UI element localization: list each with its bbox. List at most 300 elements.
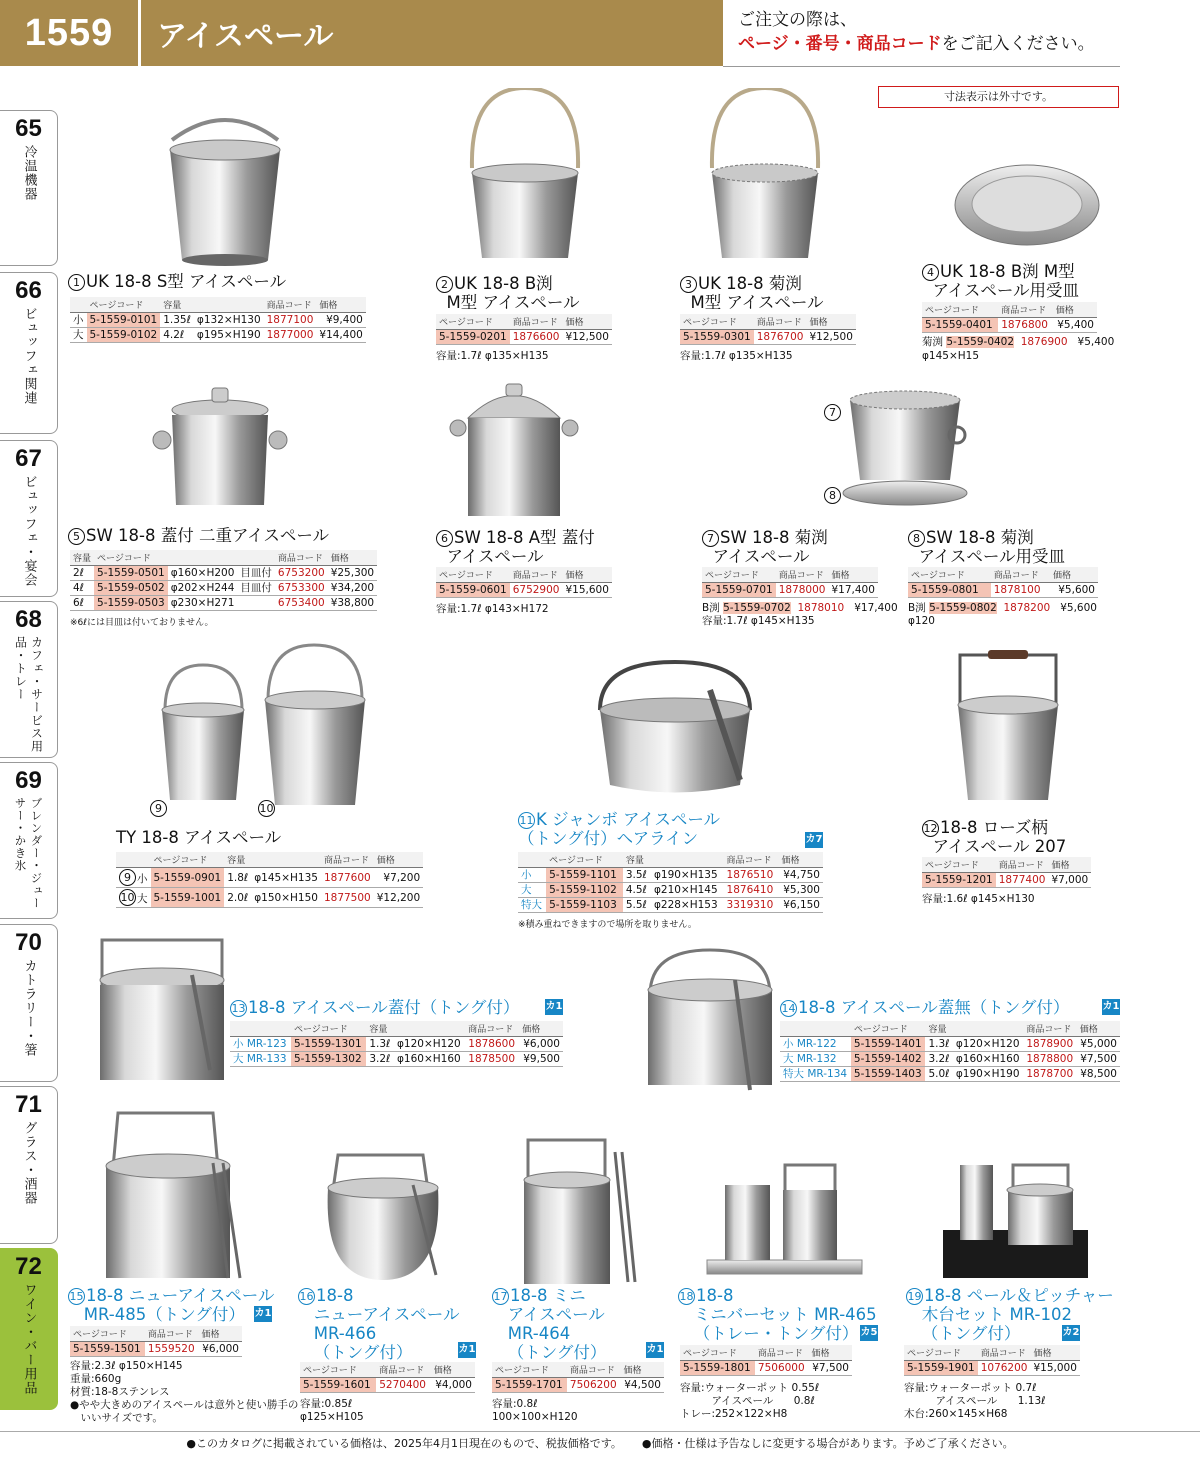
tab-number: 70 xyxy=(15,929,42,956)
text-col_labels-price: 価格 xyxy=(806,314,855,330)
text-col_labels-product_code: 商品コード xyxy=(376,1362,431,1378)
tab-68[interactable] xyxy=(0,601,58,758)
table-cell xyxy=(116,868,151,888)
text-col_labels-page_code: ページコード xyxy=(436,314,510,330)
text-p14-rows-1-dim: φ160×H160 xyxy=(953,1052,1024,1067)
ice-pail-no-lid-image xyxy=(640,935,780,1095)
text-p5-rows-0-extra: 目皿付 xyxy=(237,566,275,581)
text-p910-rows-0-cap: 1.8ℓ xyxy=(224,868,251,888)
text-p11-rows-1-code: 5-1559-1102 xyxy=(546,883,623,898)
product-table xyxy=(70,550,377,611)
text-p16-title2: ニューアイスペール xyxy=(313,1305,460,1324)
table-header xyxy=(394,1021,465,1037)
text-p17-code: 5-1559-1701 xyxy=(492,1378,567,1393)
table-header xyxy=(518,852,546,868)
table-part[interactable] xyxy=(518,852,823,868)
text-col_labels-page_code: ページコード xyxy=(922,302,998,318)
spec-note: 容量:ウォーターポット 0.7ℓ アイスペール 1.13ℓ 木台:260×145×H68 xyxy=(904,1382,1046,1420)
table-row[interactable] xyxy=(904,1361,1080,1376)
text-p6-title1: SW 18-8 A型 蓋付 xyxy=(454,528,595,547)
table-cell xyxy=(780,1052,851,1067)
new-ice-pail-image xyxy=(98,1108,248,1288)
text-p910-rows-1-cap: 2.0ℓ xyxy=(224,888,251,908)
title-text: UK 18-8 S型 アイスペール xyxy=(86,272,287,291)
text-p910-rows-1-dim: φ150×H150 xyxy=(251,888,321,908)
text-p11-rows-1-dim: φ210×H145 xyxy=(651,883,724,898)
label-9 xyxy=(150,800,168,817)
text-p910-rows-0-dim: φ145×H135 xyxy=(251,868,321,888)
text-p16-title1: 18-8 xyxy=(316,1286,354,1305)
ice-pail-image xyxy=(700,88,830,268)
product-title xyxy=(702,528,828,566)
text-col_labels-page_code: ページコード xyxy=(291,1021,366,1037)
text-col_labels-price: 価格 xyxy=(828,567,877,583)
tab-69[interactable] xyxy=(0,762,58,919)
text-p14-rows-2-size: 特大 xyxy=(783,1068,804,1080)
table-header xyxy=(237,550,275,566)
table-part[interactable] xyxy=(436,567,612,583)
text-col_labels-product_code: 商品コード xyxy=(998,302,1053,318)
text-p1-rows-1-cap: 4.2ℓ xyxy=(160,328,194,343)
tab-70[interactable] xyxy=(0,924,58,1082)
text-col_labels-price: 価格 xyxy=(328,550,377,566)
text-col_labels-price: 価格 xyxy=(809,1345,852,1361)
table-part[interactable] xyxy=(702,567,878,583)
text-p11-title1: K ジャンボ アイスペール xyxy=(536,810,720,829)
table-row[interactable] xyxy=(116,888,423,908)
text-p5-title: SW 18-8 蓋付 二重アイスペール xyxy=(86,526,329,545)
tab-65[interactable] xyxy=(0,110,58,266)
text-p13-rows-0-code: 5-1559-1301 xyxy=(291,1037,366,1052)
table-header xyxy=(780,1021,851,1037)
text-col_labels-price: 価格 xyxy=(1077,1021,1120,1037)
text-p14-rows-2-dim: φ190×H190 xyxy=(953,1067,1024,1082)
table-row[interactable] xyxy=(518,898,823,913)
text-p5-num: 5 xyxy=(68,528,85,545)
product-title: TY 18-8 アイスペール xyxy=(116,828,282,847)
text-p13-rows-0-size: 小 xyxy=(233,1038,244,1050)
text-col_labels-page_code: ページコード xyxy=(922,857,996,873)
text-col_labels-capacity: 容量 xyxy=(224,852,251,868)
tab-label: ワイン・バー用品 xyxy=(21,1283,37,1395)
text-p11-rows-0-dim: φ190×H135 xyxy=(651,868,724,883)
text-p14-rows-2-cap: 5.0ℓ xyxy=(925,1067,952,1082)
text-p14-rows-0-dim: φ120×H120 xyxy=(953,1037,1024,1052)
text-p5-rows-2-code: 5-1559-0503 xyxy=(94,596,168,611)
text-p3-num: 3 xyxy=(680,276,697,293)
text-p13-rows-0-price: ¥6,000 xyxy=(519,1037,563,1052)
text-p11-rows-2-pc: 3319310 xyxy=(724,898,779,913)
text-col_labels-price: 価格 xyxy=(621,1362,664,1378)
text-col_labels-price: 価格 xyxy=(778,852,823,868)
text-p15-num: 15 xyxy=(69,1290,84,1303)
text-p12-title2: アイスペール 207 xyxy=(932,837,1067,856)
text-p11-rows-2-size: 特大 xyxy=(518,898,546,913)
tab-71[interactable] xyxy=(0,1086,58,1244)
table-row[interactable] xyxy=(518,868,823,883)
table-row[interactable] xyxy=(436,330,612,345)
text-p11-rows-0-cap: 3.5ℓ xyxy=(623,868,651,883)
text-p16-pc: 5270400 xyxy=(376,1378,431,1393)
text-p4-code: 5-1559-0401 xyxy=(922,318,998,333)
tab-67[interactable] xyxy=(0,440,58,597)
text-p7-num: 7 xyxy=(824,404,841,421)
table-part[interactable] xyxy=(904,1345,1080,1361)
text-p2-title2: M型 アイスペール xyxy=(446,293,580,312)
text-p3-title1: UK 18-8 菊渕 xyxy=(698,274,802,293)
text-p13-rows-1-dim: φ160×H160 xyxy=(394,1052,465,1067)
text-p11-rows-0-size: 小 xyxy=(518,868,546,883)
kana-badge: カ7 xyxy=(805,832,823,848)
text-col_labels-page_code: ページコード xyxy=(851,1021,926,1037)
text-col_labels-product_code: 商品コード xyxy=(978,1345,1031,1361)
table-row[interactable] xyxy=(70,581,377,596)
tab-number: 68 xyxy=(15,606,42,633)
text-p8-code2: 5-1559-0802 xyxy=(929,602,997,614)
table-header xyxy=(651,852,724,868)
table-row[interactable] xyxy=(780,1037,1120,1052)
text-col_labels-price: 価格 xyxy=(519,1021,563,1037)
text-p1-rows-0-price: ¥9,400 xyxy=(316,313,365,328)
product-title xyxy=(906,1286,1114,1343)
text-p14-rows-2-price: ¥8,500 xyxy=(1077,1067,1120,1082)
text-p14-rows-0-size: 小 xyxy=(783,1038,794,1050)
table-row[interactable] xyxy=(492,1378,664,1393)
mini-ice-pail-image xyxy=(520,1132,640,1292)
tab-label: ビュッフェ・宴会 xyxy=(21,475,37,587)
text-col_labels-product_code: 商品コード xyxy=(567,1362,621,1378)
spec-note: 容量:0.85ℓ φ125×H105 xyxy=(300,1398,364,1423)
text-col_labels-capacity: 容量 xyxy=(70,550,94,566)
product-table xyxy=(922,302,1097,333)
kana-badge: カ2 xyxy=(1062,1325,1080,1341)
saucer-image xyxy=(952,160,1102,250)
text-p14-rows-1-code: 5-1559-1402 xyxy=(851,1052,926,1067)
table-header xyxy=(953,1021,1024,1037)
text-col_labels-price: 価格 xyxy=(562,314,611,330)
spec-note: φ145×H15 xyxy=(922,350,980,362)
text-p15-title2: MR-485（トング付） xyxy=(83,1305,245,1324)
text-p1-rows-0-cap: 1.35ℓ xyxy=(160,313,194,328)
product-table xyxy=(904,1345,1080,1376)
text-p910-rows-1-num: 10 xyxy=(259,802,274,815)
text-p910-rows-1-price: ¥12,200 xyxy=(374,888,423,908)
text-p18-title1: 18-8 xyxy=(696,1286,734,1305)
spec-note: ※積み重ねできますので場所を取りません。 xyxy=(518,920,697,930)
page-footer xyxy=(0,1431,1200,1453)
text-col_labels-product_code: 商品コード xyxy=(510,314,563,330)
tab-72[interactable] xyxy=(0,1248,58,1410)
text-p13-rows-1-price: ¥9,500 xyxy=(519,1052,563,1067)
text-p13-rows-1-code: 5-1559-1302 xyxy=(291,1052,366,1067)
tab-label: 冷温機器 xyxy=(21,145,37,201)
text-p8-num: 8 xyxy=(824,487,841,504)
table-row[interactable] xyxy=(230,1037,563,1052)
text-p18-code: 5-1559-1801 xyxy=(680,1361,755,1376)
text-p16-title3: MR-466 xyxy=(313,1324,377,1343)
text-p11-rows-0-code: 5-1559-1101 xyxy=(546,868,623,883)
product-table xyxy=(492,1362,664,1393)
text-p13-title: 18-8 アイスペール蓋付（トング付） xyxy=(248,998,520,1017)
table-part[interactable] xyxy=(680,314,856,330)
table-part[interactable] xyxy=(922,857,1091,873)
text-p5-rows-1-pc: 6753300 xyxy=(275,581,328,596)
product-table xyxy=(230,1021,563,1067)
spec-note: 容量:1.7ℓ φ135×H135 xyxy=(436,350,549,362)
table-row[interactable] xyxy=(780,1067,1120,1082)
text-p7-num: 7 xyxy=(702,530,719,547)
table-row[interactable] xyxy=(922,873,1091,888)
text-p8-price2: ¥5,600 xyxy=(1060,602,1097,614)
table-row[interactable] xyxy=(908,602,1097,615)
text-p5-rows-1-price: ¥34,200 xyxy=(328,581,377,596)
text-p3-title2: M型 アイスペール xyxy=(690,293,824,312)
text-p910-rows-0-code: 5-1559-0901 xyxy=(151,868,225,888)
text-p7-row2_label: B渕 xyxy=(702,602,720,614)
text-p13-rows-1-size: 大 xyxy=(233,1053,244,1065)
text-p16-code: 5-1559-1601 xyxy=(300,1378,376,1393)
table-cell xyxy=(230,1037,291,1052)
table-header xyxy=(194,297,264,313)
text-p5-rows-0-pc: 6753200 xyxy=(275,566,328,581)
text-p8-pc: 1878100 xyxy=(991,583,1050,598)
product-table xyxy=(518,852,823,913)
ice-pail-pair-image xyxy=(150,640,380,820)
item-number: 1 xyxy=(68,274,85,291)
text-col_labels-price: 価格 xyxy=(199,1326,242,1342)
text-p5-rows-1-dim: φ202×H244 xyxy=(168,581,238,596)
text-col_labels-price: 価格 xyxy=(1048,857,1091,873)
kana-badge: カ5 xyxy=(860,1325,878,1341)
text-p19-title2: 木台セット MR-102 xyxy=(921,1305,1072,1324)
text-p14-rows-1-pc: 1878800 xyxy=(1023,1052,1076,1067)
product-title xyxy=(68,526,329,545)
text-p14-num: 14 xyxy=(781,1002,796,1015)
label-7 xyxy=(824,404,842,421)
text-p11-rows-1-cap: 4.5ℓ xyxy=(623,883,651,898)
text-p7-price2: ¥17,400 xyxy=(854,602,898,614)
product-table xyxy=(680,1345,852,1376)
text-p910-rows-0-pc: 1877600 xyxy=(321,868,374,888)
dimension-note: 寸法表示は外寸です。 xyxy=(878,86,1119,108)
text-p5-rows-0-cap: 2ℓ xyxy=(70,566,94,581)
text-p4-row2_label: 菊渕 xyxy=(922,336,943,348)
text-p3-code: 5-1559-0301 xyxy=(680,330,754,345)
product-table xyxy=(702,567,878,598)
text-p18-num: 18 xyxy=(679,1290,694,1303)
footer-change-note: ●価格・仕様は予告なしに変更する場合があります。予めご了承ください。 xyxy=(641,1436,1014,1450)
table-part[interactable] xyxy=(436,314,612,330)
text-p1-rows-0-dim: φ132×H130 xyxy=(194,313,264,328)
text-p17-price: ¥4,500 xyxy=(621,1378,664,1393)
text-p14-rows-0-model: MR-122 xyxy=(796,1038,837,1050)
table-part[interactable] xyxy=(230,1021,563,1037)
table-header xyxy=(230,1021,291,1037)
table-header xyxy=(70,297,87,313)
table-row[interactable] xyxy=(780,1052,1120,1067)
text-p14-rows-1-price: ¥7,500 xyxy=(1077,1052,1120,1067)
text-p5-rows-1-extra: 目皿付 xyxy=(237,581,275,596)
table-part[interactable] xyxy=(780,1021,1120,1037)
text-col_labels-product_code: 商品コード xyxy=(275,550,328,566)
table-part[interactable] xyxy=(70,550,377,566)
text-col_labels-page_code: ページコード xyxy=(436,567,510,583)
table-row[interactable] xyxy=(922,336,1114,349)
product-table xyxy=(116,852,423,908)
table-row[interactable] xyxy=(70,596,377,611)
text-p7-code2: 5-1559-0702 xyxy=(723,602,791,614)
ice-pail-with-lid-image xyxy=(150,380,290,520)
table-row[interactable] xyxy=(70,1342,242,1357)
text-p13-rows-0-dim: φ120×H120 xyxy=(394,1037,465,1052)
table-row[interactable] xyxy=(230,1052,563,1067)
text-col_labels-page_code: ページコード xyxy=(70,1326,145,1342)
product-title xyxy=(922,818,1066,856)
order-notice xyxy=(738,8,1128,56)
text-p15-price: ¥6,000 xyxy=(199,1342,242,1357)
text-p12-price: ¥7,000 xyxy=(1048,873,1091,888)
text-p4-title1: UK 18-8 B渕 M型 xyxy=(940,262,1075,281)
table-row[interactable] xyxy=(922,318,1097,333)
table-row[interactable] xyxy=(436,583,612,598)
tab-number: 71 xyxy=(15,1091,42,1118)
text-p16-num: 16 xyxy=(299,1290,314,1303)
table-part[interactable] xyxy=(492,1362,664,1378)
text-p17-num: 17 xyxy=(493,1290,508,1303)
text-p5-rows-2-extra xyxy=(237,596,275,611)
text-p7-title2: アイスペール xyxy=(712,547,810,566)
tab-number: 66 xyxy=(15,277,42,304)
product-title xyxy=(298,1286,459,1362)
table-row[interactable] xyxy=(680,1361,852,1376)
kana-badge: カ1 xyxy=(458,1342,476,1358)
table-cell xyxy=(780,1067,851,1082)
text-p11-rows-1-price: ¥5,300 xyxy=(778,883,823,898)
spec-note: 容量:1.7ℓ φ145×H135 xyxy=(702,615,815,627)
text-col_labels-page_code: ページコード xyxy=(492,1362,567,1378)
text-p17-title1: 18-8 ミニ xyxy=(510,1286,586,1305)
text-p12-pc: 1877400 xyxy=(996,873,1049,888)
table-row[interactable] xyxy=(116,868,423,888)
text-p2-price: ¥12,500 xyxy=(562,330,611,345)
text-p11-rows-2-dim: φ228×H153 xyxy=(651,898,724,913)
tab-66[interactable] xyxy=(0,272,58,434)
tab-number: 69 xyxy=(15,767,42,794)
text-p910-rows-1-code: 5-1559-1001 xyxy=(151,888,225,908)
text-p11-rows-2-price: ¥6,150 xyxy=(778,898,823,913)
text-p5-rows-0-dim: φ160×H200 xyxy=(168,566,238,581)
table-part[interactable] xyxy=(908,567,1098,583)
table-cell xyxy=(780,1037,851,1052)
text-p15-pc: 1559520 xyxy=(145,1342,199,1357)
text-col_labels-product_code: 商品コード xyxy=(776,567,829,583)
text-col_labels-page_code: ページコード xyxy=(680,314,754,330)
text-col_labels-page_code: ページコード xyxy=(94,550,168,566)
text-p19-pc: 1076200 xyxy=(978,1361,1031,1376)
text-p5-rows-2-price: ¥38,800 xyxy=(328,596,377,611)
text-p12-title1: 18-8 ローズ柄 xyxy=(940,818,1048,837)
product-table xyxy=(780,1021,1120,1082)
text-p4-price: ¥5,400 xyxy=(1053,318,1097,333)
text-p13-rows-0-pc: 1878600 xyxy=(465,1037,519,1052)
text-p5-rows-1-cap: 4ℓ xyxy=(70,581,94,596)
table-row[interactable] xyxy=(680,330,856,345)
kana-badge: カ1 xyxy=(254,1306,272,1322)
mini-bar-set-image xyxy=(705,1160,865,1285)
product-table xyxy=(680,314,856,345)
text-p11-rows-2-code: 5-1559-1103 xyxy=(546,898,623,913)
text-p13-rows-0-model: MR-123 xyxy=(246,1038,287,1050)
text-p14-rows-0-pc: 1878900 xyxy=(1023,1037,1076,1052)
table-row[interactable] xyxy=(70,328,366,343)
text-col_labels-product_code: 商品コード xyxy=(754,314,807,330)
text-p2-title1: UK 18-8 B渕 xyxy=(454,274,553,293)
text-col_labels-product_code: 商品コード xyxy=(991,567,1050,583)
col-product-code: 商品コード xyxy=(264,297,317,313)
table-header xyxy=(168,550,238,566)
text-p19-title3: （トング付） xyxy=(921,1324,1021,1343)
text-p6-title2: アイスペール xyxy=(446,547,544,566)
ice-pail-image xyxy=(150,110,300,270)
table-row[interactable] xyxy=(70,566,377,581)
table-part[interactable] xyxy=(70,1326,242,1342)
kana-badge: カ1 xyxy=(646,1342,664,1358)
spec-note: 容量:0.8ℓ 100×100×H120 xyxy=(492,1398,578,1423)
table-row[interactable] xyxy=(702,583,878,598)
text-p13-rows-1-model: MR-133 xyxy=(246,1053,287,1065)
text-p11-rows-1-pc: 1876410 xyxy=(724,883,779,898)
text-p12-code: 5-1559-1201 xyxy=(922,873,996,888)
text-p6-code: 5-1559-0601 xyxy=(436,583,510,598)
table-part[interactable] xyxy=(922,302,1097,318)
text-p4-pc2: 1876900 xyxy=(1020,336,1068,348)
product-table xyxy=(300,1362,475,1393)
text-col_labels-price: 価格 xyxy=(431,1362,475,1378)
text-p16-title4: （トング付） xyxy=(313,1343,413,1362)
product-table xyxy=(70,297,366,343)
text-p910-rows-1-size: 大 xyxy=(137,893,148,905)
label-8 xyxy=(824,487,842,504)
text-p18-pc: 7506000 xyxy=(755,1361,809,1376)
table-part[interactable] xyxy=(300,1362,475,1378)
text-col_labels-product_code: 商品コード xyxy=(755,1345,809,1361)
text-p14-rows-2-model: MR-134 xyxy=(807,1068,848,1080)
table-row[interactable] xyxy=(908,583,1098,598)
table-row[interactable] xyxy=(300,1378,475,1393)
text-p15-code: 5-1559-1501 xyxy=(70,1342,145,1357)
text-p6-num: 6 xyxy=(436,530,453,547)
table-row[interactable] xyxy=(70,313,366,328)
table-row[interactable] xyxy=(702,602,898,615)
text-col_labels-product_code: 商品コード xyxy=(510,567,563,583)
text-p18-title3: （トレー・トング付） xyxy=(693,1324,859,1343)
text-p13-num: 13 xyxy=(231,1002,246,1015)
product-title xyxy=(780,998,1069,1017)
table-row[interactable] xyxy=(518,883,823,898)
product-table xyxy=(908,567,1098,598)
text-p17-title3: MR-464 xyxy=(507,1324,571,1343)
product-title xyxy=(436,528,595,566)
table-part[interactable] xyxy=(70,297,366,313)
text-p19-price: ¥15,000 xyxy=(1030,1361,1079,1376)
text-p4-pc: 1876800 xyxy=(998,318,1053,333)
text-p16-price: ¥4,000 xyxy=(431,1378,475,1393)
table-part[interactable] xyxy=(116,852,423,868)
table-part[interactable] xyxy=(680,1345,852,1361)
product-table xyxy=(70,1326,242,1357)
text-p14-rows-1-cap: 3.2ℓ xyxy=(925,1052,952,1067)
tab-label: ブレンダー・ジューサー・かき氷 xyxy=(13,797,44,910)
